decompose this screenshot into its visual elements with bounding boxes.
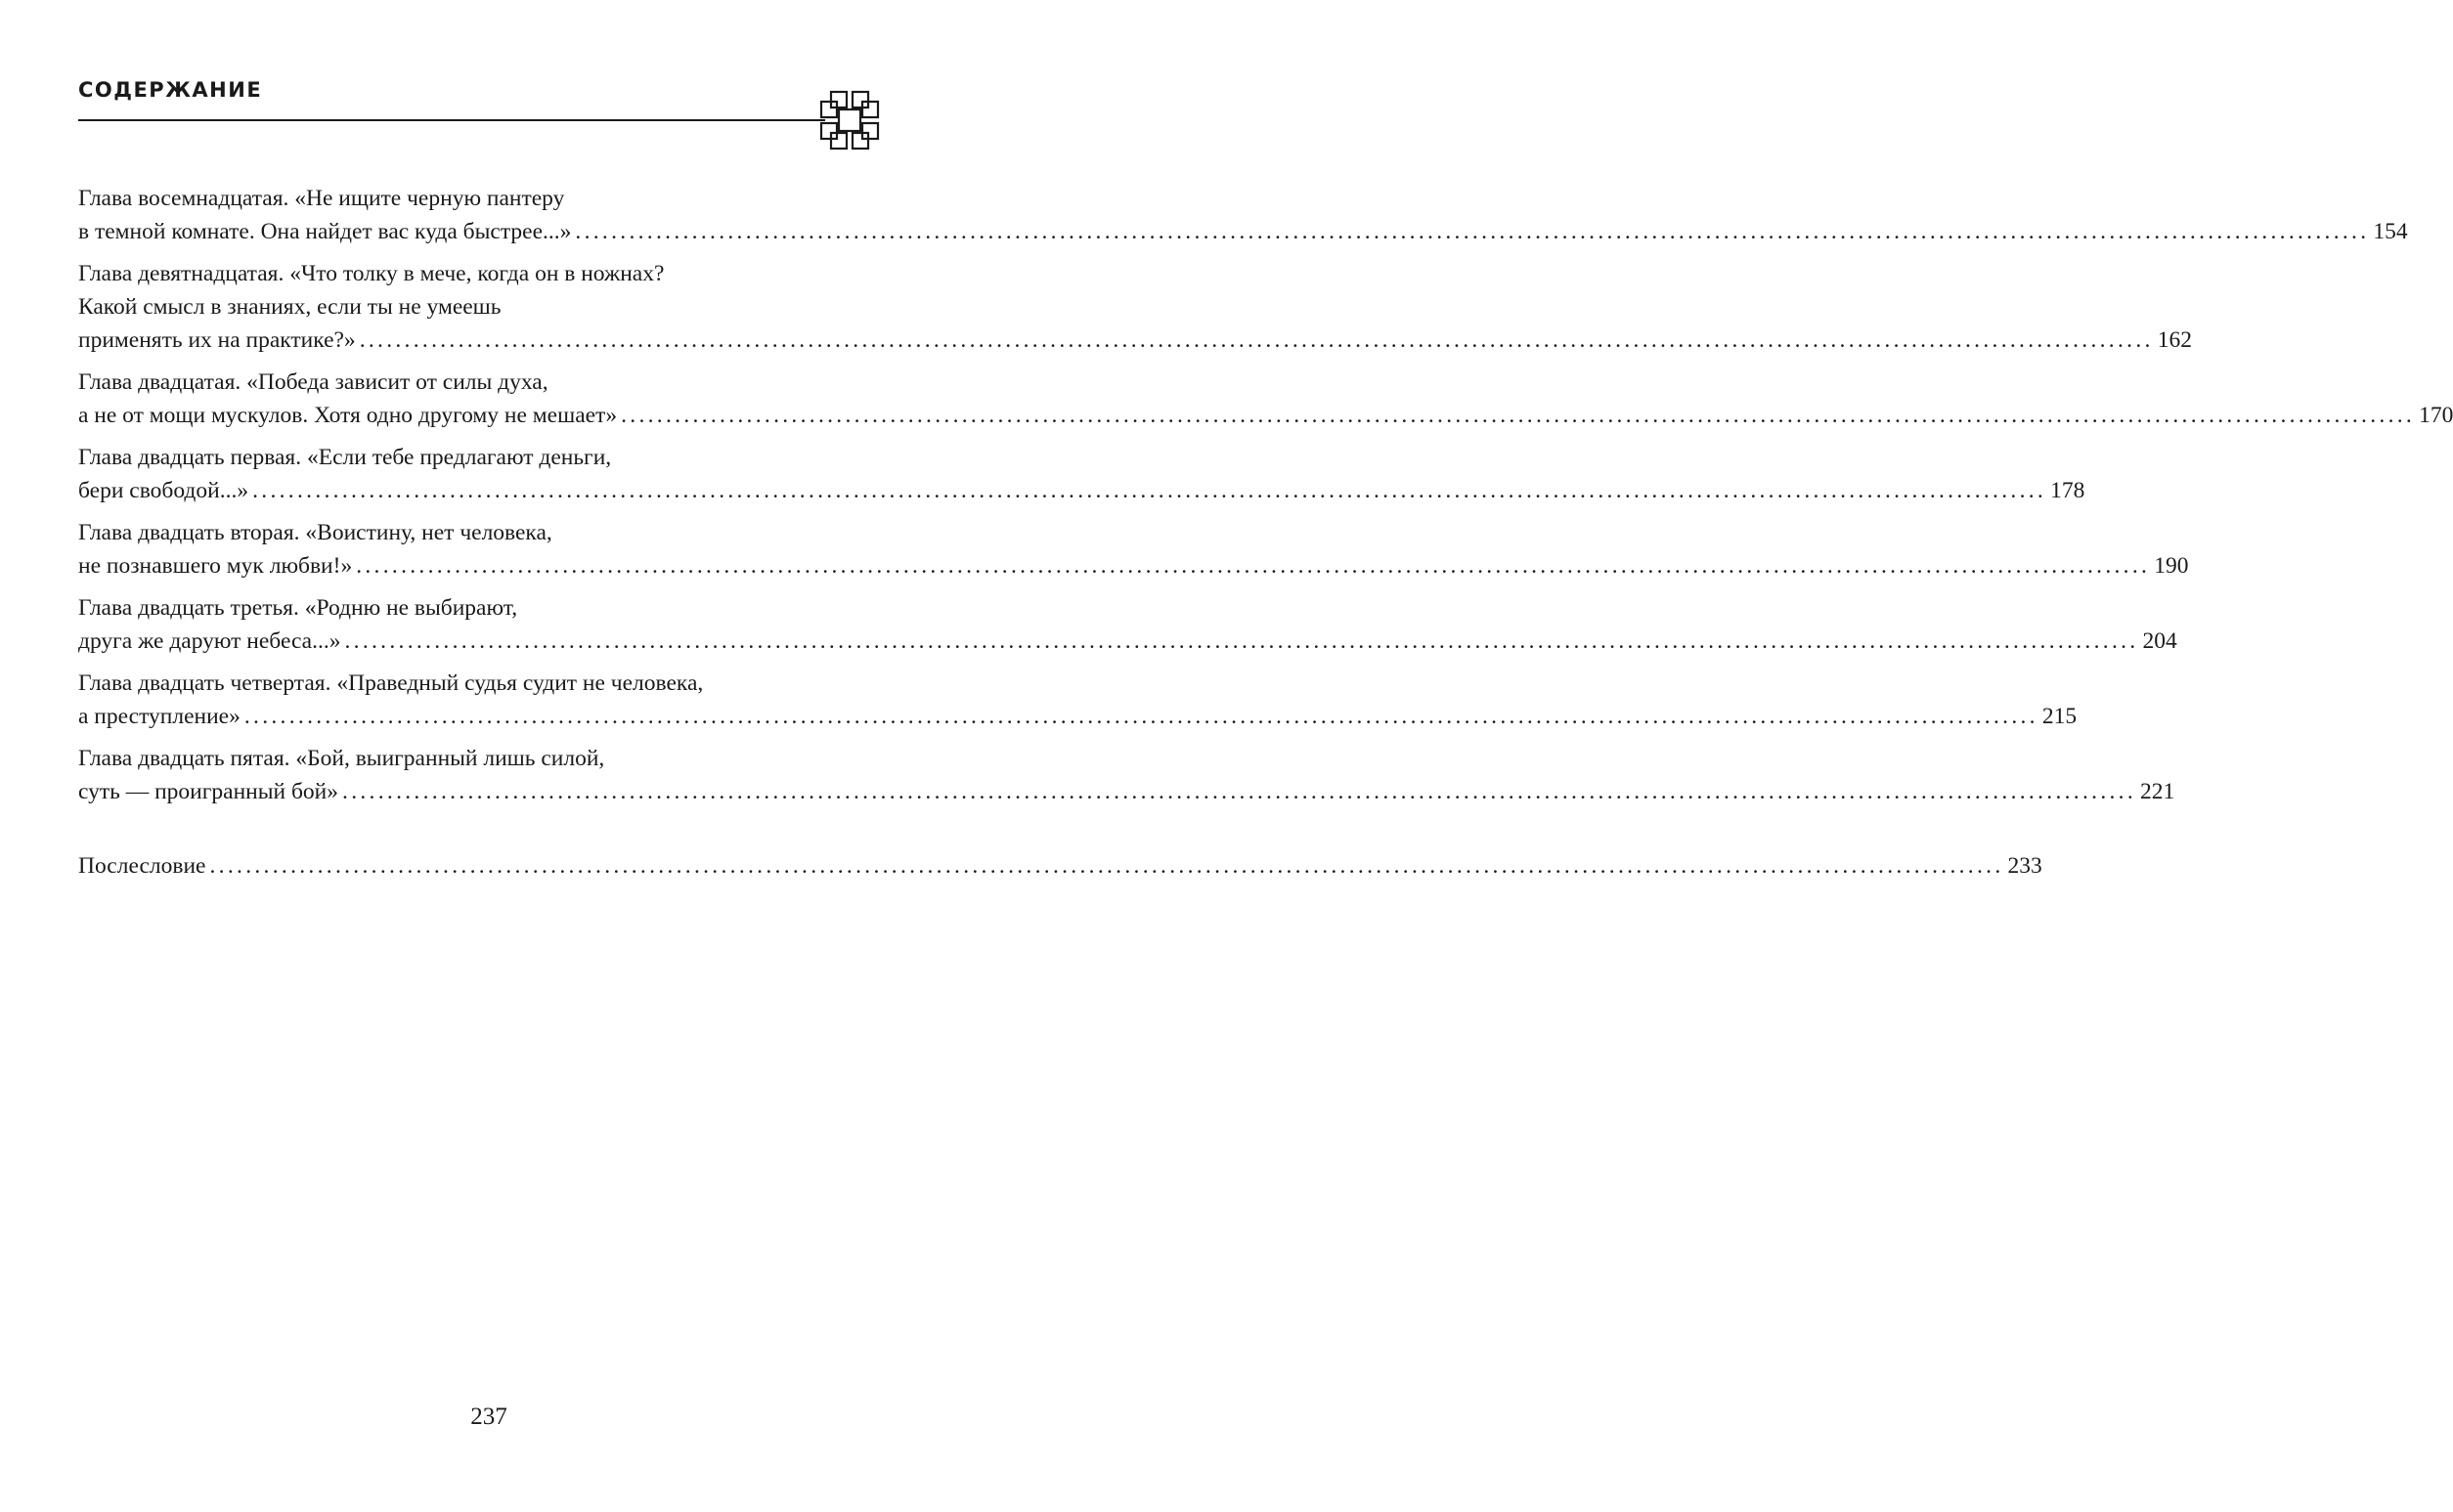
header-rule bbox=[78, 119, 825, 121]
toc-line bbox=[78, 516, 878, 549]
toc-entry bbox=[78, 667, 2078, 733]
toc-entry bbox=[78, 257, 2192, 357]
toc-page-number: 215 bbox=[2041, 704, 2078, 729]
dot-leader: ........................................................................................................................................................................................................ bbox=[621, 403, 2416, 428]
page-number: 237 bbox=[470, 1404, 507, 1430]
toc-entry-text: Послесловие bbox=[78, 853, 206, 879]
toc-entry-text: бери свободой...» bbox=[78, 478, 249, 503]
toc-entry bbox=[78, 591, 2177, 658]
toc-line bbox=[78, 215, 2408, 248]
toc-line bbox=[78, 549, 2189, 583]
dot-leader: ........................................................................................................................................................................................................ bbox=[209, 853, 2004, 879]
toc-entry-text: Какой смысл в знаниях, если ты не умеешь bbox=[78, 294, 502, 320]
toc-page-number: 190 bbox=[2154, 553, 2189, 579]
dot-leader: ........................................................................................................................................................................................................ bbox=[356, 553, 2151, 579]
dot-leader: ........................................................................................................................................................................................................ bbox=[359, 327, 2154, 353]
toc-line bbox=[78, 366, 878, 399]
toc-page-number: 162 bbox=[2157, 327, 2192, 353]
toc-entry bbox=[78, 366, 2453, 432]
toc-page-number: 178 bbox=[2050, 478, 2085, 503]
dot-leader: ........................................................................................................................................................................................................ bbox=[243, 704, 2038, 729]
toc-line bbox=[78, 441, 878, 474]
toc-entry-text: Глава восемнадцатая. «Не ищите черную пантеру bbox=[78, 186, 565, 211]
toc-entry-text: суть — проигранный бой» bbox=[78, 779, 339, 804]
toc-line bbox=[78, 474, 2085, 507]
toc-line bbox=[78, 625, 2177, 658]
toc-page-number: 233 bbox=[2007, 853, 2042, 879]
toc-page-number: 204 bbox=[2142, 628, 2177, 654]
toc-entry-text: Глава девятнадцатая. «Что толку в мече, когда он в ножнах? bbox=[78, 261, 665, 286]
toc-line bbox=[78, 667, 878, 700]
toc-line bbox=[78, 775, 2175, 808]
table-of-contents bbox=[78, 182, 2453, 891]
toc-entry-text: Глава двадцать пятая. «Бой, выигранный лишь силой, bbox=[78, 746, 605, 771]
toc-line bbox=[78, 849, 2042, 883]
toc-entry bbox=[78, 742, 2175, 808]
toc-line bbox=[78, 257, 878, 290]
toc-entry bbox=[78, 516, 2189, 583]
toc-entry-text: не познавшего мук любви!» bbox=[78, 553, 353, 579]
toc-page-number: 221 bbox=[2140, 779, 2175, 804]
toc-entry-text: Глава двадцать вторая. «Воистину, нет человека, bbox=[78, 520, 552, 545]
dot-leader: ........................................................................................................................................................................................................ bbox=[252, 478, 2047, 503]
toc-entry bbox=[78, 182, 2408, 248]
toc-entry bbox=[78, 849, 2042, 883]
toc-line bbox=[78, 591, 878, 625]
toc-entry-text: Глава двадцать первая. «Если тебе предлагают деньги, bbox=[78, 445, 612, 470]
toc-page-number: 170 bbox=[2419, 403, 2453, 428]
dot-leader: ........................................................................................................................................................................................................ bbox=[344, 628, 2139, 654]
toc-line bbox=[78, 742, 878, 775]
toc-entry-text: применять их на практике?» bbox=[78, 327, 356, 353]
toc-entry bbox=[78, 441, 2085, 507]
toc-line bbox=[78, 182, 878, 215]
knot-ornament-icon bbox=[817, 88, 882, 152]
toc-page-number: 154 bbox=[2373, 219, 2408, 244]
toc-entry-text: Глава двадцать третья. «Родню не выбирают, bbox=[78, 595, 518, 621]
toc-entry-text: а преступление» bbox=[78, 704, 241, 729]
toc-line bbox=[78, 700, 2078, 733]
section-title: СОДЕРЖАНИЕ bbox=[78, 78, 263, 102]
toc-entry-text: а не от мощи мускулов. Хотя одно другому не мешает» bbox=[78, 403, 618, 428]
toc-entry-text: Глава двадцать четвертая. «Праведный судья судит не человека, bbox=[78, 670, 704, 696]
toc-line bbox=[78, 399, 2453, 432]
toc-line bbox=[78, 324, 2192, 357]
toc-entry-text: друга же даруют небеса...» bbox=[78, 628, 341, 654]
toc-line bbox=[78, 290, 878, 324]
toc-entry-text: в темной комнате. Она найдет вас куда быстрее...» bbox=[78, 219, 572, 244]
dot-leader: ........................................................................................................................................................................................................ bbox=[575, 219, 2370, 244]
toc-entry-text: Глава двадцатая. «Победа зависит от силы духа, bbox=[78, 369, 548, 395]
dot-leader: ........................................................................................................................................................................................................ bbox=[342, 779, 2137, 804]
